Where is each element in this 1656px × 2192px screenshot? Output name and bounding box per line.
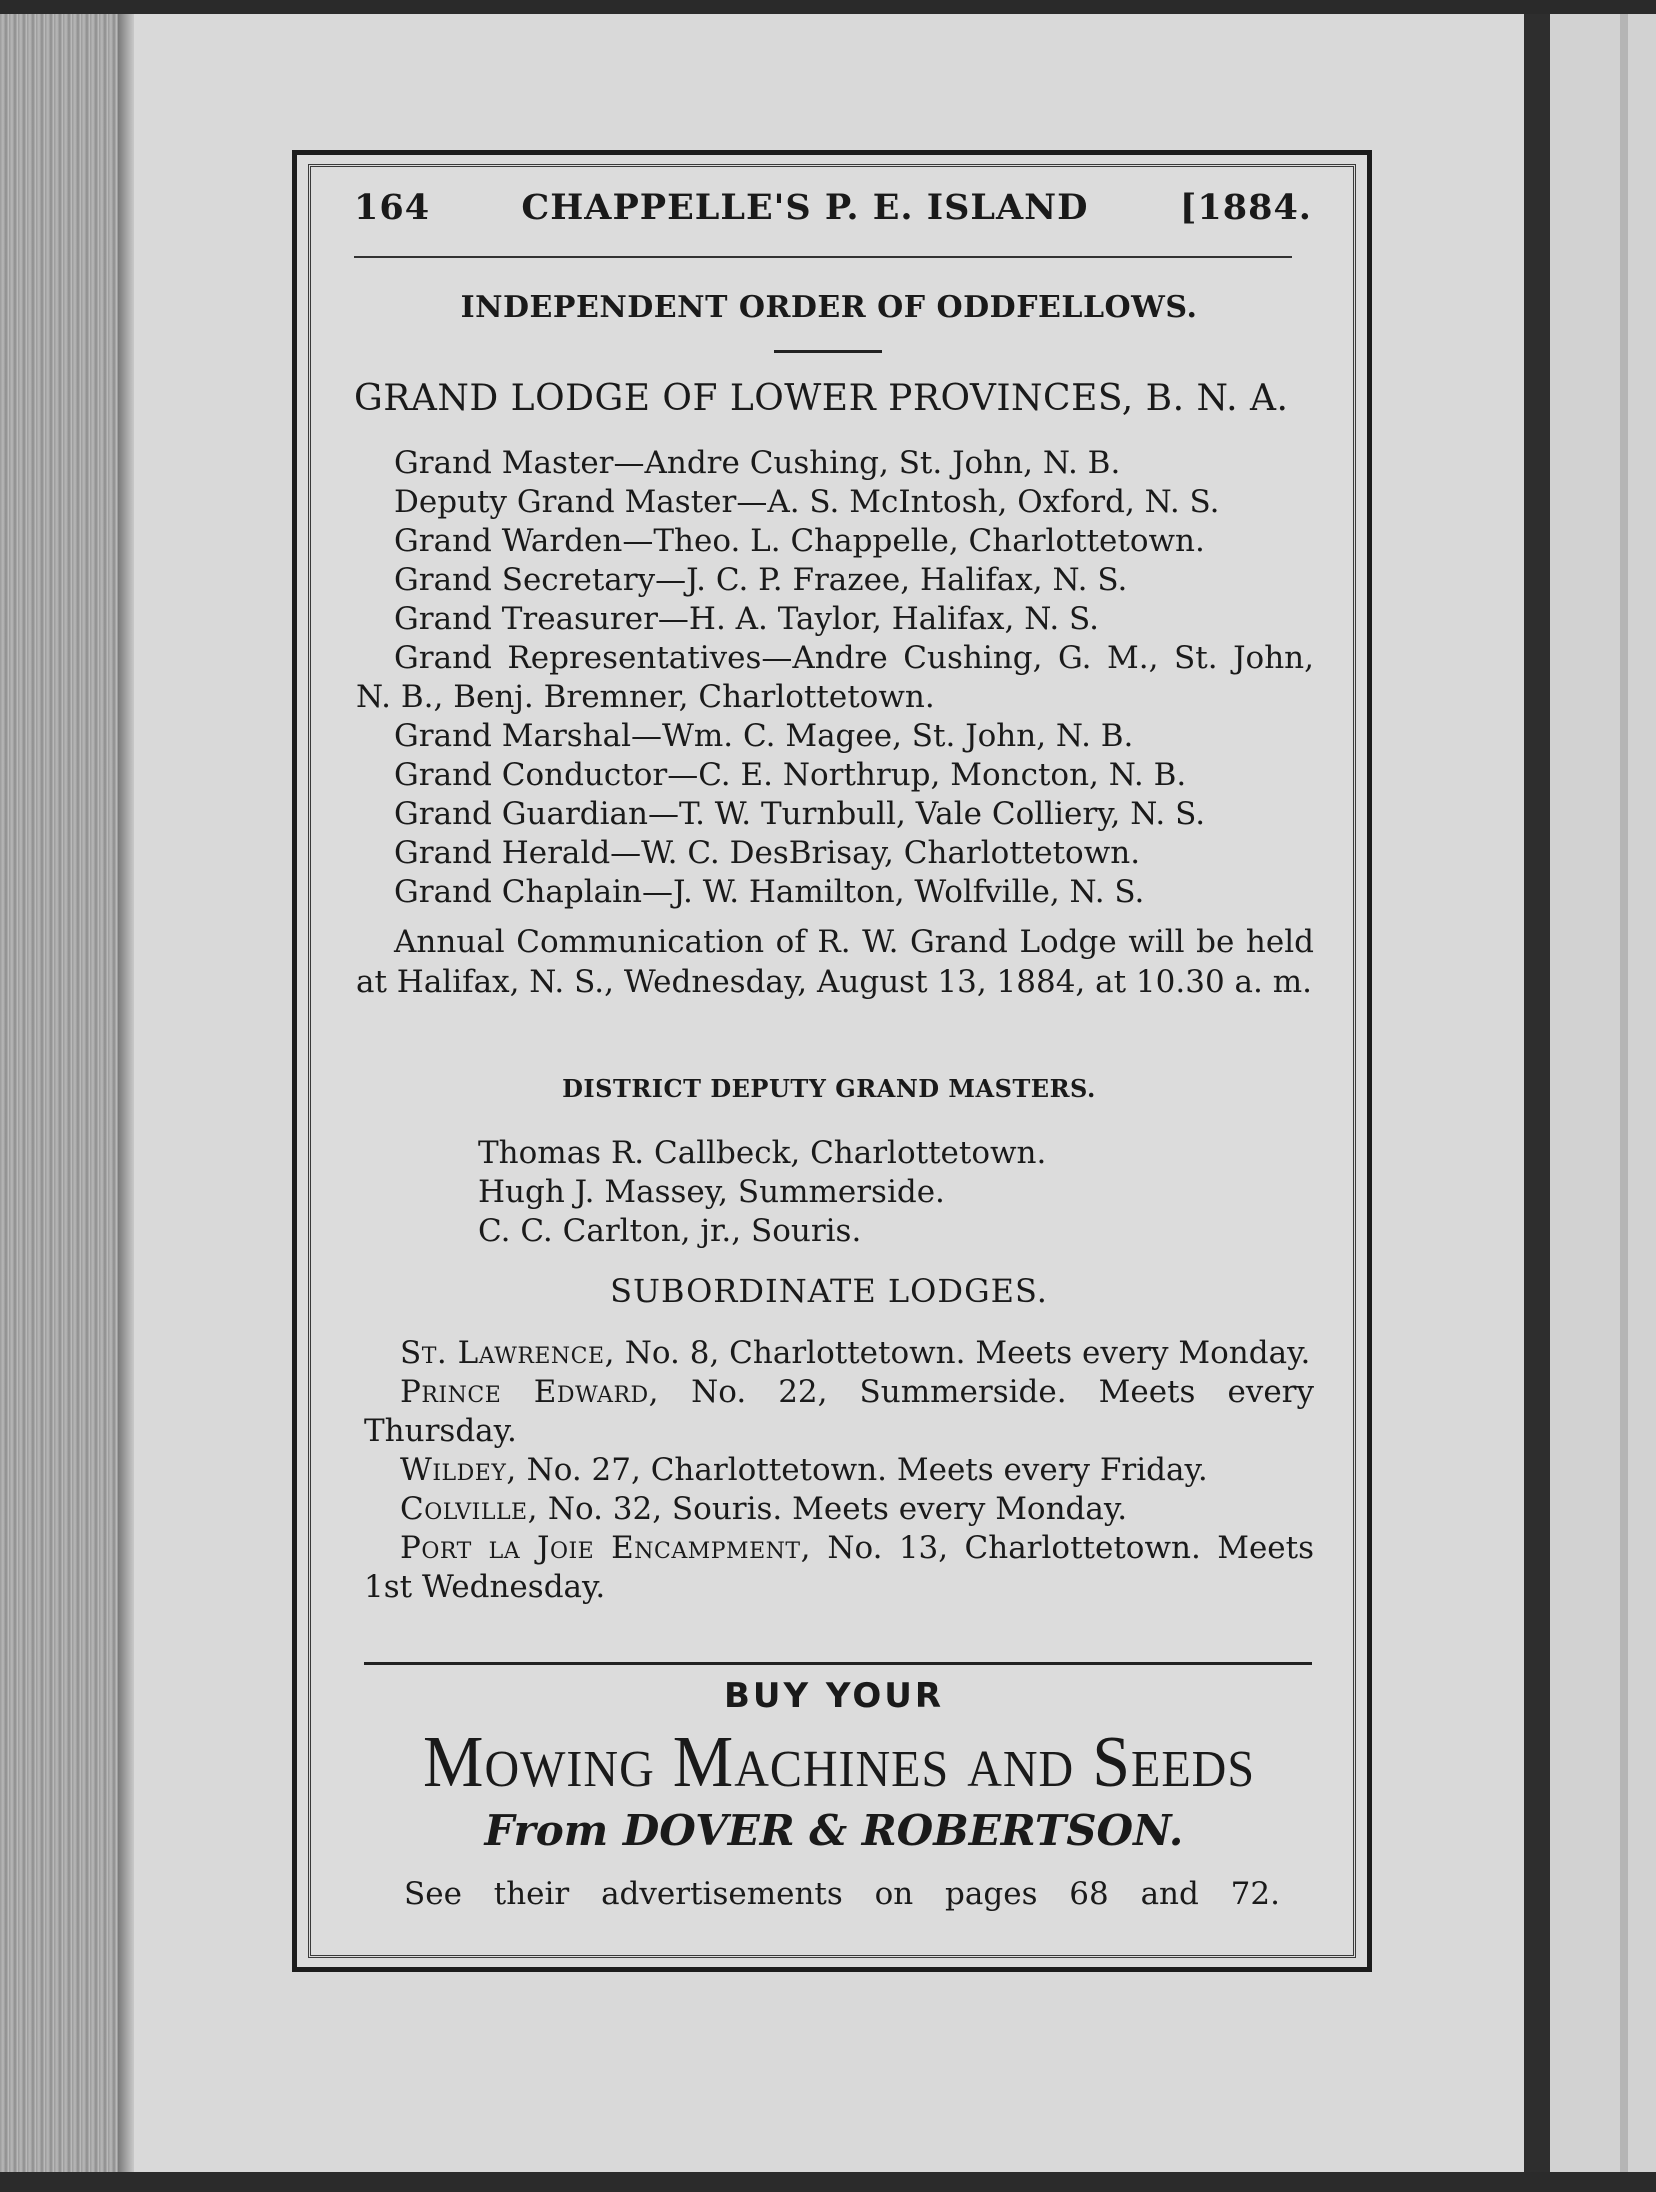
page-number: 164 bbox=[354, 186, 431, 228]
ad-see-word: See bbox=[404, 1876, 462, 1912]
officer-list bbox=[356, 444, 1314, 912]
district-deputy: Hugh J. Massey, Summerside. bbox=[478, 1174, 945, 1210]
lodge-detail: No. 22, Summerside. Meets every Thursday. bbox=[364, 1374, 1314, 1449]
book-page-stack bbox=[0, 14, 128, 2172]
annual-communication: Annual Communication of R. W. Grand Lodge will be held at Halifax, N. S., Wednesday, August 13, 1884, at 10.30 a. m. bbox=[356, 924, 1314, 1000]
lodge-name: St. Lawrence, bbox=[400, 1335, 615, 1371]
officer-entry: Grand Marshal—Wm. C. Magee, St. John, N. B. bbox=[394, 718, 1134, 754]
lodge-detail: No. 13, Charlottetown. Meets 1st Wednesday. bbox=[364, 1530, 1315, 1605]
grand-lodge-title: GRAND LODGE OF LOWER PROVINCES, B. N. A. bbox=[354, 378, 1289, 419]
ad-headline: Mowing Machines and Seeds bbox=[422, 1719, 1256, 1802]
officer-entry: Grand Secretary—J. C. P. Frazee, Halifax, N. S. bbox=[394, 562, 1128, 598]
ad-see-word: advertisements bbox=[601, 1876, 843, 1912]
ad-see-line bbox=[404, 1876, 1280, 1912]
subordinate-lodges-list bbox=[364, 1334, 1314, 1607]
lodge-detail: No. 32, Souris. Meets every Monday. bbox=[537, 1491, 1128, 1527]
ad-see-word: on bbox=[874, 1876, 914, 1912]
officer-entry: Grand Herald—W. C. DesBrisay, Charlottetown. bbox=[394, 835, 1141, 871]
officer-entry: Grand Master—Andre Cushing, St. John, N. B. bbox=[394, 445, 1121, 481]
district-deputies-list bbox=[478, 1134, 1178, 1251]
officer-entry: Grand Chaplain—J. W. Hamilton, Wolfville, N. S. bbox=[394, 874, 1145, 910]
ad-see-word: 68 bbox=[1069, 1876, 1109, 1912]
running-title: CHAPPELLE'S P. E. ISLAND bbox=[521, 186, 1089, 228]
advertisement-rule bbox=[364, 1662, 1312, 1665]
lodge-entry bbox=[364, 1334, 1314, 1373]
facing-page-fold bbox=[1620, 14, 1628, 2172]
lodge-entry bbox=[364, 1451, 1314, 1490]
officer-entry: Grand Warden—Theo. L. Chappelle, Charlottetown. bbox=[394, 523, 1205, 559]
district-deputy: C. C. Carlton, jr., Souris. bbox=[478, 1213, 862, 1249]
lodge-detail: No. 27, Charlottetown. Meets every Friday. bbox=[516, 1452, 1208, 1488]
lodge-detail: No. 8, Charlottetown. Meets every Monday. bbox=[614, 1335, 1311, 1371]
running-header bbox=[354, 185, 1312, 229]
officer-entry: Grand Guardian—T. W. Turnbull, Vale Colliery, N. S. bbox=[394, 796, 1206, 832]
lodge-entry bbox=[364, 1490, 1314, 1529]
ad-see-word: and bbox=[1140, 1876, 1199, 1912]
lodge-entry bbox=[364, 1529, 1314, 1607]
lodge-name: Port la Joie Encampment, bbox=[400, 1530, 811, 1566]
officer-entry: Grand Treasurer—H. A. Taylor, Halifax, N. S. bbox=[394, 601, 1100, 637]
district-deputy: Thomas R. Callbeck, Charlottetown. bbox=[478, 1135, 1047, 1171]
subordinate-lodges-heading: SUBORDINATE LODGES. bbox=[610, 1272, 1048, 1310]
lodge-name: Wildey, bbox=[400, 1452, 517, 1488]
title-divider bbox=[774, 350, 882, 353]
book-gutter bbox=[1524, 14, 1550, 2172]
page-stack-shadow bbox=[118, 14, 134, 2172]
scan-top-edge bbox=[0, 0, 1656, 14]
ad-see-word: 72. bbox=[1230, 1876, 1280, 1912]
ad-see-word: pages bbox=[945, 1876, 1038, 1912]
order-title: INDEPENDENT ORDER OF ODDFELLOWS. bbox=[460, 290, 1198, 325]
lodge-name: Colville, bbox=[400, 1491, 538, 1527]
officer-entry: Grand Representatives—Andre Cushing, G. M., St. John, N. B., Benj. Bremner, Charlottetown. bbox=[356, 640, 1314, 715]
officer-entry: Deputy Grand Master—A. S. McIntosh, Oxford, N. S. bbox=[394, 484, 1220, 520]
ad-buy-your: BUY YOUR bbox=[723, 1676, 945, 1716]
ad-from-line: From DOVER & ROBERTSON. bbox=[484, 1806, 1184, 1855]
ad-see-word: their bbox=[493, 1876, 570, 1912]
district-deputies-heading: DISTRICT DEPUTY GRAND MASTERS. bbox=[562, 1074, 1096, 1103]
header-year: [1884. bbox=[1179, 186, 1312, 228]
officer-entry: Grand Conductor—C. E. Northrup, Moncton, N. B. bbox=[394, 757, 1187, 793]
lodge-entry bbox=[364, 1373, 1314, 1451]
scan-bottom-edge bbox=[0, 2172, 1656, 2192]
header-rule bbox=[354, 256, 1292, 258]
lodge-name: Prince Edward, bbox=[400, 1374, 660, 1410]
facing-page-edge bbox=[1550, 14, 1656, 2172]
